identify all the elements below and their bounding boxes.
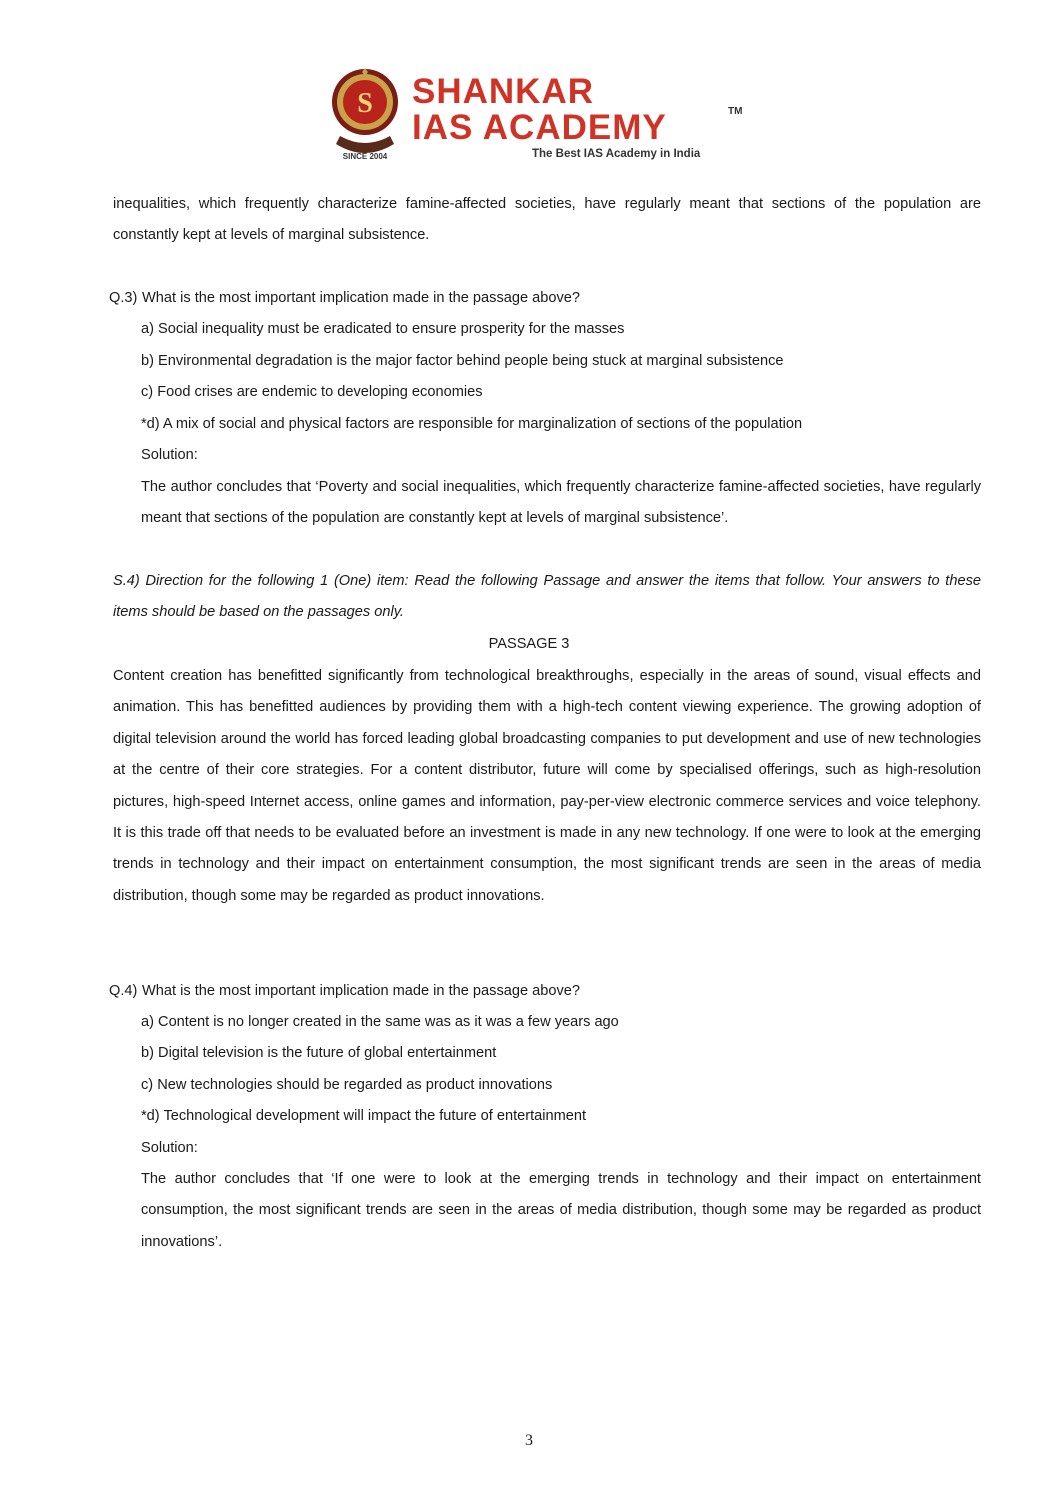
emblem-letter: S [357, 88, 373, 119]
q3-option-b: b) Environmental degradation is the major factor behind people being stuck at marginal subsistence [141, 353, 784, 369]
q3-option-d: *d) A mix of social and physical factors are responsible for marginalization of sections of the population [141, 416, 803, 432]
since-label: SINCE 2004 [342, 152, 388, 161]
q3-option-a: a) Social inequality must be eradicated to ensure prosperity for the masses [141, 321, 625, 337]
academy-logo [330, 66, 750, 166]
passage-continuation: inequalities, which frequently characterize famine-affected societies, have regularly meant that sections of the population are constantly kept at levels of marginal subsistence. [113, 196, 981, 244]
brand-tagline: The Best IAS Academy in India [532, 148, 701, 160]
brand-name-line1: SHANKAR [412, 72, 594, 111]
q4-option-a: a) Content is no longer created in the same was as it was a few years ago [141, 1014, 619, 1030]
shield-emblem-icon [330, 66, 400, 162]
s4-direction: S.4) Direction for the following 1 (One) item: Read the following Passage and answer the items that follow. Your answers to these items should be based on the passages only. [113, 573, 981, 621]
q4-option-d: *d) Technological development will impact the future of entertainment [141, 1108, 587, 1124]
q4-solution-text: The author concludes that ‘If one were to look at the emerging trends in technology and their impact on entertainment consumption, the most significant trends are seen in the areas of media distribution, though some may be regarded as product innovations’. [141, 1171, 981, 1250]
brand-name-line2: IAS ACADEMY [412, 108, 667, 147]
q4-solution-label: Solution: [141, 1140, 198, 1156]
question-text: What is the most important implication made in the passage above? [142, 983, 581, 999]
q4-option-b: b) Digital television is the future of global entertainment [141, 1045, 497, 1061]
q3-option-c: c) Food crises are endemic to developing economies [141, 384, 483, 400]
q4-option-c: c) New technologies should be regarded as product innovations [141, 1077, 553, 1093]
page-number: 3 [525, 1432, 533, 1449]
q3-solution-label: Solution: [141, 447, 198, 463]
trademark-mark: TM [728, 106, 743, 117]
question-number: Q.3) [109, 290, 138, 306]
question-text: What is the most important implication made in the passage above? [142, 290, 581, 306]
q3-solution-text: The author concludes that ‘Poverty and social inequalities, which frequently characterize famine-affected societies, have regularly meant that sections of the population are constantly kept at levels of marginal subsistence’. [141, 479, 981, 527]
passage-3-body: Content creation has benefitted significantly from technological breakthroughs, especially in the areas of sound, visual effects and animation. This has benefitted audiences by providing them with a high-tech content viewing experience. The growing adoption of digital television around the world has forced leading global broadcasting companies to put development and use of new technologies at the centre of their core strategies. For a content distributor, future will come by specialised offerings, such as high-resolution pictures, high-speed Internet access, online games and information, pay-per-view electronic commerce services and voice telephony. It is this trade off that needs to be evaluated before an investment is made in any new technology. If one were to look at the emerging trends in technology and their impact on entertainment consumption, the most significant trends are seen in the areas of media distribution, though some may be regarded as product innovations. [113, 668, 981, 904]
question-number: Q.4) [109, 983, 138, 999]
passage-title: PASSAGE 3 [488, 636, 570, 652]
